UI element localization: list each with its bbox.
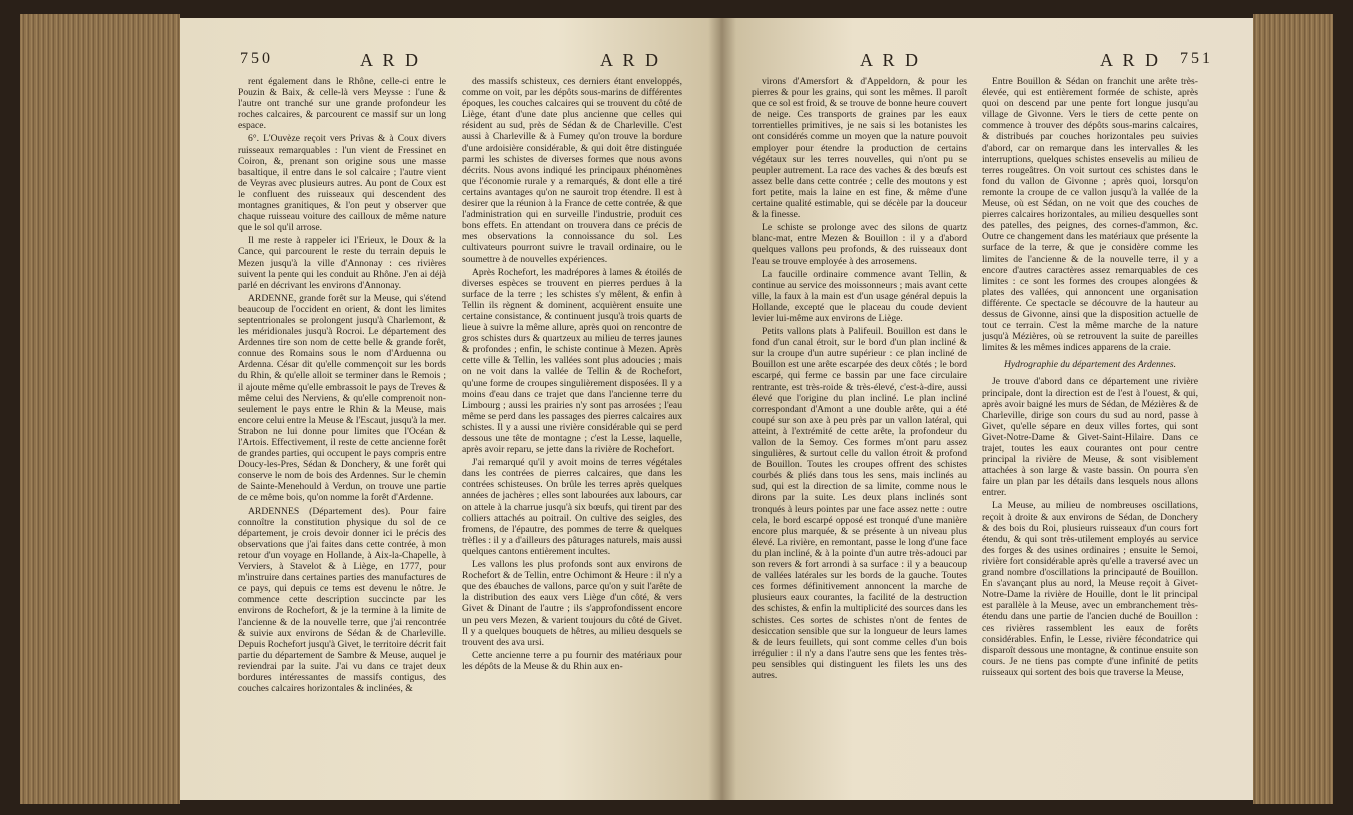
- left-running-head-2: A R D: [600, 50, 662, 70]
- paragraph: La faucille ordinaire commence avant Tellin, & continue au service des moissonneurs ; mais avant cette ville, la faux à la main est d'un usage général depuis la Hollande, excepté que le placeau du coude devient levier lui-même aux environs de Liège.: [752, 268, 967, 324]
- paragraph: Les vallons les plus profonds sont aux environs de Rochefort & de Tellin, entre Ochimont & Heure : il n'y a que des ébauches de vallons, parce qu'on y suit l'arête de la distribution des eaux vers Liège d'un côté, & vers Givet & Dinant de l'autre ; ils s'approfondissent encore un peu vers Mezen, & varient toujours du côté de Givet. Il y a quelques bouquets de hêtres, au milieu desquels se trouvent des ava ursi.: [462, 559, 682, 648]
- left-column-b: [462, 76, 682, 674]
- paragraph: La Meuse, au milieu de nombreuses oscillations, reçoit à droite & aux environs de Sédan, de Donchery & des bois du Roi, plusieurs ruisseaux d'un cours fort étendu, & qui sont très-utilement employés au service des forges & des usines ordinaires ; ensuite le Semoi, rivière fort considérable après qu'elle a traversé avec un grand nombre d'oscillations la principauté de Bouillon. En s'avançant plus au nord, la Meuse reçoit à Givet-Notre-Dame la rivière de Houille, dont le lit principal est parallèle à la Meuse, avec un embranchement très-étendu dans une partie de l'ancien duché de Bouillon : ces rivières rassemblent les eaux de forêts considérables. Enfin, le Lesse, rivière fécondatrice qui disparoît dessous une montagne, & continue ensuite son cours. Je ne tiens pas compte d'une infinité de petits ruisseaux qui sortent des bois que traverse la Meuse,: [982, 500, 1198, 678]
- paragraph: 6°. L'Ouvèze reçoit vers Privas & à Coux divers ruisseaux remarquables : l'un vient de Fressinet en Coiron, &, prenant son origine sous une masse basaltique, il entre dans le sol calcaire ; l'autre vient de Veyras avec plusieurs autres. Au pont de Coux est le confluent des ruisseaux qui descendent des montagnes granitiques, & l'on peut y observer que chaque ruisseau voiture des cailloux de même nature que le sol qu'il arrose.: [238, 133, 446, 234]
- right-running-head-2: A R D: [1100, 50, 1162, 70]
- left-column-a: [238, 76, 446, 696]
- paragraph: ARDENNES (Département des). Pour faire connoître la constitution physique du sol de ce département, je crois devoir donner ici le précis des observations que j'ai faites dans cette contrée, à mon retour d'un voyage en Hollande, à Aix-la-Chapelle, à Verviers, à Stavelot & à Liège, en 1777, pour m'instruire dans certaines parties des manufactures de ce pays, qui depuis ce tems est devenu le nôtre. Je commence cette description succincte par les environs de Rochefort, & je la termine à la limite de l'ancienne & de la nouvelle terre, que j'ai rencontrée & suivie aux environs de Sédan & de Charleville. Depuis Rochefort jusqu'à Givet, le territoire décrit fait partie du département de Sambre & Meuse, auquel je reviendrai par la suite. J'ai vu dans ce trajet deux bordures intéressantes de massifs contigus, des couches calcaires horizontales & inclinées, &: [238, 505, 446, 695]
- open-book: [20, 8, 1333, 808]
- paragraph: Il me reste à rappeler ici l'Erieux, le Doux & la Cance, qui parcourent le reste du terrain depuis le Mezen jusqu'à la ville d'Annonay : ces rivières suivent la pente qui les conduit au Rhône. J'en ai déjà parlé en décrivant les environs d'Annonay.: [238, 235, 446, 291]
- book-gutter: [708, 18, 736, 800]
- left-running-head-1: A R D: [360, 50, 422, 70]
- left-page: [180, 18, 720, 800]
- paragraph: ARDENNE, grande forêt sur la Meuse, qui s'étend beaucoup de l'occident en orient, & dont les limites septentrionales se prolongent jusqu'à Charlemont, & les méridionales jusqu'à Rocroi. Le département des Ardennes tire son nom de cette belle & grande forêt, connue des Romains sous le nom d'Arduenna ou Ardenna. César dit qu'elle commençoit sur les bords du Rhin, & qu'elle alloit se terminer dans le Remois ; il ajoute même qu'elle embrassoit le pays de Treves & même celui des Nerviens, & qu'elle comprenoit non-seulement le pays entre le Rhin & la Meuse, mais encore celui entre la Meuse & l'Escaut, jusqu'à la mer. Strabon ne lui donne pour limites que l'Océan & l'Artois. Effectivement, il reste de cette ancienne forêt de grandes parties, qui occupent le pays compris entre Doucy-les-Pres, Sédan & Donchery, & une forêt qui conserve le nom de bois des Ardennes. Sur le chemin de Sainte-Menehould à Verdun, on trouve une partie de ce même bois, qu'on nomme la forêt d'Ardenne.: [238, 292, 446, 504]
- paragraph: rent également dans le Rhône, celle-ci entre le Pouzin & Baix, & celle-là vers Meysse : l'une & l'autre ont tranché sur une grande profondeur les roches calcaires, & parcourent ce massif sur un long espace.: [238, 76, 446, 132]
- left-page-header: [240, 50, 690, 76]
- right-page-edges: [1253, 14, 1333, 804]
- right-column-a: [752, 76, 967, 683]
- left-page-edges: [20, 14, 180, 804]
- paragraph: Cette ancienne terre a pu fournir des matériaux pour les dépôts de la Meuse & du Rhin aux en-: [462, 649, 682, 672]
- right-column-b: [982, 76, 1198, 680]
- left-page-number: 750: [240, 50, 273, 67]
- paragraph: Entre Bouillon & Sédan on franchit une arête très-élevée, qui est entièrement formée de schiste, après quoi on descend par une pente fort longue jusqu'au village de Givonne. Vers le tiers de cette pente on commence à trouver des dépôts sous-marins calcaires, & distribués par couches horizontales peu suivies d'abord, car on remarque dans les intervalles & les interruptions, quelques schistes ensevelis au milieu de terres rougeâtres. On voit surtout ces schistes dans le fond du vallon de Givonne ; après quoi, lorsqu'on remonte la croupe de ce vallon jusqu'à la vallée de la Meuse, où est Sédan, on ne voit que des couches de pierres calcaires horizontales, au milieu desquelles sont des patelles, des peignes, des cornes-d'ammon, &c. Outre ce changement dans les matériaux que présente la surface de la terre, & que je considère comme les limites de l'ancienne & de la nouvelle terre, il y a encore d'autres caractères assez remarquables de ces limites : ce sont les formes des croupes alongées & plates des vallées, qui annoncent une organisation différente. Ce spectacle se découvre de la hauteur au dessus de Givonne, ainsi que la disposition actuelle de tout ce terrain. C'est la même marche de la nature jusqu'à Mézières, où se retrouvent la suite de pareilles limites & les mêmes indices apparens de la craie.: [982, 76, 1198, 354]
- right-page: [720, 18, 1253, 800]
- paragraph: virons d'Amersfort & d'Appeldorn, & pour les pierres & pour les grains, qui sont les mêmes. Il paroît que ce sol est froid, & se trouve de bonne heure couvert de neige. Ces transports de graines par les eaux torrentielles primitives, je ne sais si les botanistes les ont considérés comme un moyen que la nature pouvoit employer pour étendre la production de certains végétaux sur les terres nouvelles, qui n'ont pu se peupler autrement. La race des vaches & des bœufs est assez belle dans cette contrée ; celle des moutons y est fort petite, mais la laine en est fine, & même d'une certaine qualité estimable, qui se décèle par la douceur & la finesse.: [752, 76, 967, 221]
- right-page-number: 751: [1180, 50, 1213, 67]
- paragraph: J'ai remarqué qu'il y avoit moins de terres végétales dans les contrées de pierres calcaires, que dans les contrées schisteuses. On brûle les terres après quelques années de jachères ; elles sont labourées aux labours, car on attele à la charrue jusqu'à six bœufs, qui tirent par des colliers attachés au poitrail. On cultive des seigles, des fromens, de l'épautre, des pommes de terre & quelques trèfles : il y a d'ailleurs des pâturages naturels, mais aussi quelques cantons entièrement incultes.: [462, 457, 682, 557]
- paragraph: des massifs schisteux, ces derniers étant enveloppés, comme on voit, par les dépôts sous-marins de différentes époques, les couches calcaires qui se trouvent du côté de Liège, étant d'une date plus ancienne que celles qui résident au sud, près de Sédan & de Charleville. C'est aussi à Charleville & à Fumey qu'on trouve la bordure d'une ardoisière considérable, & qui doit être distinguée parmi les schistes de diverses formes que nous avons décrits. Nous avons indiqué les principaux phénomènes que l'économie rurale y a remarqués, & dont elle a tiré certains avantages qu'on ne sauroit trop étendre. Il est à desirer que la réunion à la France de cette contrée, & que l'administration qui en surveille l'industrie, produit ces bons effets. En attendant on trouvera dans ce précis de mes observations la connoissance du sol. Les cultivateurs pourront suivre le travail ordinaire, ou le soumettre à de nouvelles expériences.: [462, 76, 682, 265]
- paragraph: Après Rochefort, les madrépores à lames & étoilés de diverses espèces se trouvent en pierres perdues à la surface de la terre ; les schistes s'y mêlent, & enfin à Tellin ils règnent & dominent, acquièrent ensuite une certaine consistance, & continuent jusqu'à trois quarts de lieue à suivre la même allure, après quoi on rencontre de gros schistes durs & quartzeux au milieu de terres jaunes & profondes ; enfin, le schiste continue à Mezen. Après cette ville & Tellin, les vallées sont plus adoucies ; mais on ne voit dans la vallée de Tellin & de Rochefort, qu'une forme de croupes singulièrement disposées. Il y a moins d'eau dans ce trajet que dans l'ancienne terre du Limbourg ; aussi les prairies n'y sont pas arrosées ; l'eau même se perd dans les passages des pierres calcaires aux schistes. Il y a aussi une rivière considérable qui se perd dessous une tête de montagne ; c'est la Lesse, laquelle, après avoir reparu, se jette dans la rivière de Rochefort.: [462, 266, 682, 456]
- right-page-header: [760, 50, 1213, 76]
- paragraph: Le schiste se prolonge avec des silons de quartz blanc-mat, entre Mezen & Bouillon : il y a d'abord quelques vallons peu profonds, & des ruisseaux dont l'eau se trouve employée à des arrosemens.: [752, 222, 967, 267]
- paragraph: Je trouve d'abord dans ce département une rivière principale, dont la direction est de l'est à l'ouest, & qui, après avoir baigné les murs de Sédan, de Mézières & de Charleville, dirige son cours du sud au nord, passe à Givet, qu'elle sépare en deux villes fortes, qui sont Givet-Notre-Dame & Givet-Saint-Hilaire. Dans ce trajet, toutes les eaux courantes ont pour centre principal la rivière de Meuse, & sont visiblement attachées à son large & vaste bassin. On pourra s'en faire un plan par les détails dans lesquels nous allons entrer.: [982, 376, 1198, 499]
- section-subheading: Hydrographie du département des Ardennes.: [1003, 359, 1177, 371]
- right-running-head-1: A R D: [860, 50, 922, 70]
- paragraph: Petits vallons plats à Palifeuil. Bouillon est dans le fond d'un canal étroit, sur le bord d'un plan incliné & sur la croupe d'un autre supérieur : ce plan incliné de Bouillon est une arête escarpée des deux côtés ; le bord escarpé, qui ferme ce bassin par une face circulaire rentrante, est très-roide & très-élevé, c'est-à-dire, aussi élevé que l'origine du plan incliné. Le plan incliné correspondant d'Amont a une double arête, qui a été coupé sur son axe à peu près par un vallon latéral, qui atteint, à l'extrémité de cette arête, la profondeur du vallon de la Semoy. Ces formes m'ont paru assez singulières, & surtout celle du vallon étroit & profond de Bouillon. Toutes les croupes offrent des schistes courbés & pliés dans tous les sens, mais inclinés au sud, qui est la direction de sa limite, comme nous le dirons par la suite. Les deux plans inclinés sont tronqués à leurs pointes par une face assez nette : outre cela, le bord escarpé opposé est tronqué d'une manière encore plus marquée, & se présente à un niveau plus élevé. La rivière, en remontant, passe le long d'une face du plan incliné, & à la pointe d'un autre très-adouci par son revers & fort arrondi à sa surface : il y a beaucoup de vallées latérales sur les bords de la gauche. Toutes ces formes définitivement annoncent la marche de plusieurs eaux courantes, la facilité de la destruction des schistes, & enfin la multiplicité des sources dans les schistes. Ces sortes de schistes n'ont de fentes de desiccation sensible que sur la longueur de leurs lames & de leurs feuillets, qui sont comme celles d'un bois irrégulier : il n'y a dans l'autre sens que les fentes très-peu sensibles qui distinguent les filets les uns des autres.: [752, 326, 967, 681]
